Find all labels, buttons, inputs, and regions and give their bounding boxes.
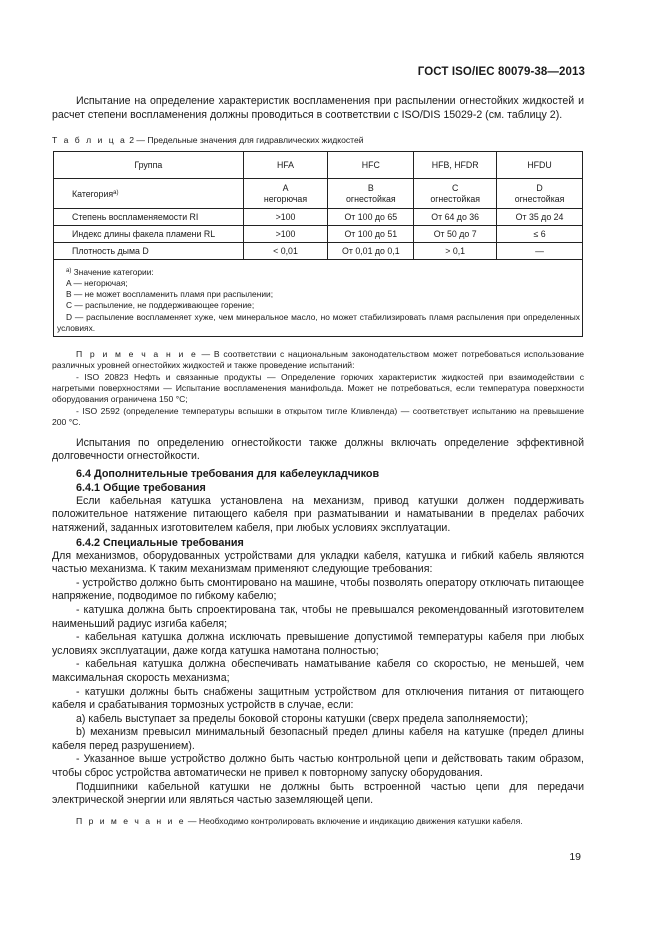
table-cell: D огнестойкая — [497, 179, 583, 209]
table-footnote — [54, 260, 583, 337]
table-cell: C огнестойкая — [414, 179, 497, 209]
table-cell: От 0,01 до 0,1 — [328, 243, 414, 260]
list-item: a) кабель выступает за пределы боковой стороны катушки (сверх предела заполняемости); — [76, 712, 529, 725]
footnote-line: C — распыление, не поддерживающее горение; — [66, 300, 255, 311]
hydraulic-fluids-table — [53, 151, 583, 337]
table-row — [54, 243, 583, 260]
list-item: - кабельная катушка должна обеспечивать наматывание кабеля со скоростью, не меньшей, чем максимальная скорость механизма; — [52, 658, 584, 684]
list-item: - Указанное выше устройство должно быть частью контрольной цепи и действовать таким образом, чтобы сброс устройства автоматически не привел к повторному запуску оборудования. — [52, 753, 584, 780]
table-cell: От 100 до 65 — [328, 209, 414, 226]
section-6-4-1-heading: 6.4.1 Общие требования — [76, 481, 206, 494]
table-caption-text: 2 — Предельные значения для гидравлических жидкостей — [129, 135, 364, 146]
footnote-line: D — распыление воспламеняет хуже, чем минеральное масло, но может стабилизировать пламя распыления при определенных условиях. — [57, 311, 580, 333]
table-cell: B огнестойкая — [328, 179, 414, 209]
note-2: П р и м е ч а н и е — Необходимо контролировать включение и индикацию движения катушки кабеля. — [76, 815, 523, 826]
list-item: - кабельная катушка должна исключать превышение допустимой температуры кабеля при любых условиях эксплуатации, даже когда катушка намотана полностью; — [52, 631, 584, 657]
list-item: - катушки должны быть снабжены защитным устройством для отключения питания от питающего кабеля и срабатывания тормозных устройств в случае, если: — [52, 685, 584, 712]
table-row-category — [54, 179, 583, 209]
footnote-line: A — негорючая; — [66, 278, 128, 289]
row-label: Плотность дыма D — [54, 243, 244, 260]
table-row — [54, 209, 583, 226]
table-caption-label: Т а б л и ц а — [52, 135, 127, 146]
page-number: 19 — [569, 851, 581, 863]
table-cell: A негорючая — [243, 179, 328, 209]
note-1 — [52, 349, 584, 429]
document-id: ГОСТ ISO/IEC 80079-38—2013 — [417, 66, 585, 78]
table-cell: < 0,01 — [243, 243, 328, 260]
section-6-4-heading: 6.4 Дополнительные требования для кабелеукладчиков — [76, 467, 380, 480]
table-cell: От 100 до 51 — [328, 226, 414, 243]
table-cell: >100 — [243, 226, 328, 243]
column-header: HFB, HFDR — [414, 152, 497, 179]
note-1-text: П р и м е ч а н и е — В соответствии с национальным законодательством может потребоваться использование различных уровней огнестойких жидкостей и также проведение испытаний: — [52, 348, 585, 371]
table-footnote-row — [54, 260, 583, 337]
footnote-title: $^{a)}$ Значение категории: — [66, 267, 154, 278]
table-cell: От 35 до 24 — [497, 209, 583, 226]
column-header: HFA — [243, 152, 328, 179]
fire-resistance-paragraph: Испытания по определению огнестойкости также должны включать определение эффективной долговечности огнестойкости. — [52, 436, 584, 463]
intro-paragraph: Испытание на определение характеристик воспламенения при распылении огнестойких жидкостей и расчет степени воспламенения должны проводиться в соответствии с ISO/DIS 15029-2 (см. таблицу 2). — [52, 95, 584, 121]
table-header-row — [54, 152, 583, 179]
table-cell: > 0,1 — [414, 243, 497, 260]
row-label: Степень воспламеняемости RI — [54, 209, 244, 226]
table-row — [54, 226, 583, 243]
section-6-4-2-heading: 6.4.2 Специальные требования — [76, 536, 244, 549]
table-cell: ≤ 6 — [497, 226, 583, 243]
note-1-item: - ISO 20823 Нефть и связанные продукты — Определение горючих характеристик жидкостей при взаимодействии с нагретыми поверхностями — Испытание воспламенения манифольда. Может не потребоваться, если температура поверхности оборудования ограничена 150 °С; — [52, 371, 584, 405]
table-cell: От 64 до 36 — [414, 209, 497, 226]
column-header: Группа — [54, 152, 244, 179]
row-label: Индекс длины факела пламени RL — [54, 226, 244, 243]
column-header: HFDU — [497, 152, 583, 179]
table-cell: >100 — [243, 209, 328, 226]
column-header: HFC — [328, 152, 414, 179]
row-label: Категория$^{a)}$ — [54, 179, 244, 209]
table-cell: — — [497, 243, 583, 260]
bearings-paragraph: Подшипники кабельной катушки не должны быть встроенной частью цепи для передачи электрической энергии или являться частью заземляющей цепи. — [52, 780, 584, 807]
list-item: - устройство должно быть смонтировано на машине, чтобы позволять оператору отключать питающее напряжение, подводимое по гибкому кабелю; — [52, 576, 584, 603]
page-content — [52, 95, 584, 827]
table-caption — [52, 135, 584, 145]
list-item: - катушка должна быть спроектирована так, чтобы не превышался рекомендованный изготовителем наименьший радиус изгиба кабеля; — [52, 603, 584, 630]
list-item: b) механизм превысил минимальный безопасный предел длины кабеля на катушке (предел длины кабеля перед разрушением). — [52, 726, 584, 752]
section-6-4-1-paragraph: Если кабельная катушка установлена на механизм, привод катушки должен поддерживать положительное натяжение питающего кабеля при разматывании и наматывании в пределах рабочих натяжений, заданных изготовителем кабеля, при любых условиях эксплуатации. — [52, 494, 584, 534]
table-cell: От 50 до 7 — [414, 226, 497, 243]
footnote-line: B — не может воспламенить пламя при распылении; — [66, 289, 274, 300]
note-1-item: - ISO 2592 (определение температуры вспышки в открытом тигле Кливленда) — соответствует испытанию на превышение 200 °С. — [52, 405, 584, 428]
requirements-list — [52, 577, 584, 781]
section-6-4-2-paragraph: Для механизмов, оборудованных устройствами для укладки кабеля, катушка и гибкий кабель являются частью механизма. К таким механизмам применяют следующие требования: — [52, 549, 584, 576]
